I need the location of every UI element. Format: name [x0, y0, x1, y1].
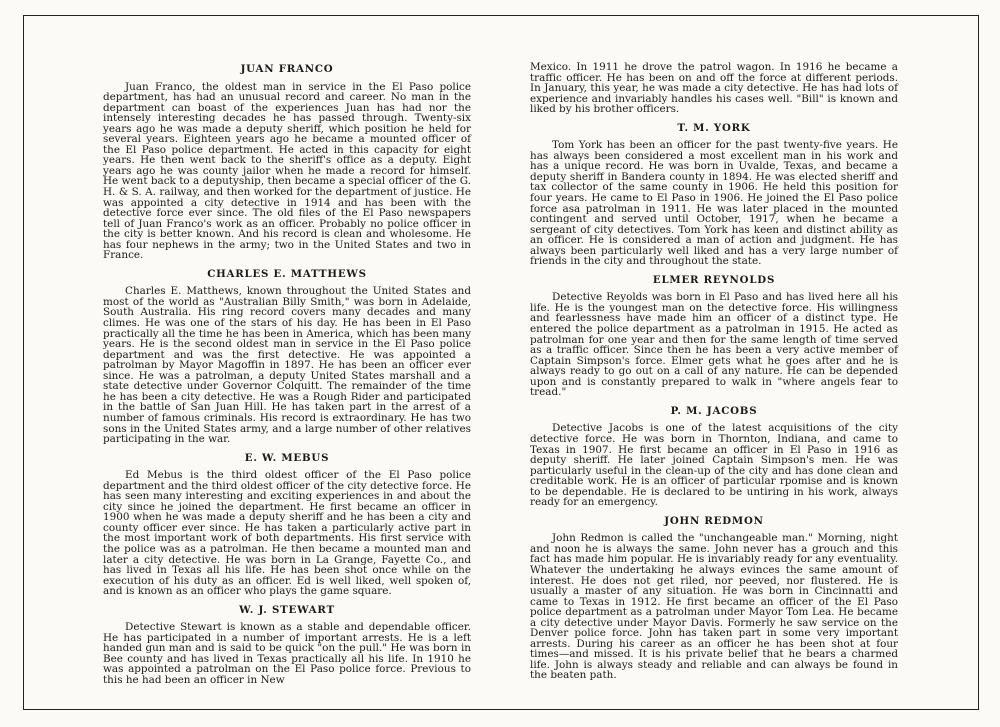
- section-heading: W. J. STEWART: [239, 603, 335, 616]
- section-heading: JOHN REDMON: [664, 514, 764, 527]
- section-body: Juan Franco, the oldest man in service in the El Paso police department, has had an unusual record and career. No man in the department can boast of the experiences Juan has had nor the intensely interesting decades he has passed through. Twenty-six years ago he was made a deputy sheriff, which position he held for several years. Eighteen years ago he became a mounted officer of the El Paso police department. He acted in this capacity for eight years. He then went back to the sheriff's office as a deputy. Eight years ago he was county jailor when he made a record for himself. He went back to a deputyship, then became a special officer of the G. H. & S. A. railway, and then worked for the department of justice. He was appointed a city detective in 1914 and has been with the detective force ever since. The old files of the El Paso newspapers tell of Juan Franco's work as an officer. Probably no police officer in the city is better known. And his record is clean and wholesome. He has four nephews in the army; two in the United States and two in France.: [103, 80, 471, 262]
- section-body: Ed Mebus is the third oldest officer of the El Paso police department and the third oldest officer of the city detective force. He has seen many interesting and exciting experiences in and about the city since he joined the department. He first became an officer in 1900 when he was made a deputy sheriff and he has been a city and county officer ever since. He has taken a particularly active part in the most important work of both departments. His first service with the police was as a patrolman. He then became a mounted man and later a city detective. He was born in La Grange, Fayette Co., and has lived in Texas all his life. He has been shot once while on the execution of his duty as an officer. Ed is well liked, well spoken of, and is known as an officer who plays the game square.: [103, 469, 471, 598]
- section-heading: ELMER REYNOLDS: [652, 273, 776, 286]
- section-heading: T. M. YORK: [677, 121, 751, 134]
- section-juan-franco: [103, 64, 471, 261]
- section-w-j-stewart: [103, 605, 471, 686]
- section-heading: P. M. JACOBS: [670, 404, 758, 417]
- section-p-m-jacobs: [530, 406, 898, 508]
- section-body: Tom York has been an officer for the past twenty-five years. He has always been considered a most excellent man in his work and has a unique record. He was born in Uvalde, Texas, and became a deputy sheriff in Bandera county in 1894. He was elected sheriff and tax collector of the same county in 1906. He held this position for four years. He came to El Paso in 1906. He joined the El Paso police force asa patrolman in 1911. He was later placed in the mounted contingent and served until October, 1917, when he became a sergeant of city detectives. Tom York has keen and distinct ability as an officer. He is considered a man of action and judgment. He has always been particularly well liked and has a very large number of friends in the city and throughout the state.: [530, 139, 898, 268]
- section-body: Charles E. Matthews, known throughout the United States and most of the world as "Australian Billy Smith," was born in Adelaide, South Australia. His ring record covers many decades and many climes. He was one of the stars of his day. He has been in El Paso practically all the time he has been in America, which has been many years. He is the second oldest man in service in the El Paso police department and was the first detective. He was appointed a patrolman by Mayor Magoffin in 1897. He has been an officer ever since. He was a patrolman, a deputy United States marshall and a state detective under Governor Colquitt. The remainder of the time he has been a city detective. He was a Rough Rider and participated in the battle of San Juan Hill. He has taken part in the arrest of a number of famous criminals. His record is extraordinary. He has two sons in the United States army, and a large number of other relatives participating in the war.: [103, 285, 471, 446]
- section-body: Detective Reyolds was born in El Paso and has lived here all his life. He is the youngest man on the detective force. His willingness and fearlessness have made him an officer of a distinct type. He entered the police department as a patrolman in 1915. He acted as patrolman for one year and then for the same length of time served as a traffic officer. Since then he has been a very active member of Captain Simpson's force. Elmer gets what he goes after and he is always ready to go out on a call of any nature. He can be depended upon and is constantly prepared to walk in "where angels fear to tread.": [530, 291, 898, 399]
- section-heading: E. W. MEBUS: [244, 451, 330, 464]
- section-t-m-york: [530, 123, 898, 267]
- section-elmer-reynolds: [530, 275, 898, 398]
- right-column: [530, 62, 898, 681]
- left-column: [103, 56, 471, 686]
- section-heading: CHARLES E. MATTHEWS: [207, 267, 367, 280]
- section-charles-e-matthews: [103, 269, 471, 445]
- section-e-w-mebus: [103, 453, 471, 597]
- section-w-j-stewart-continued: [530, 62, 898, 115]
- section-body: Detective Stewart is known as a stable and dependable officer. He has participated in a number of important arrests. He is a left handed gun man and is said to be quick "on the pull." He was born in Bee county and has lived in Texas practically all his life. In 1910 he was appointed a patrolman on the El Paso police force. Previous to this he had been an officer in New: [103, 621, 471, 686]
- section-body: John Redmon is called the "unchangeable man." Morning, night and noon he is always the same. John never has a grouch and this fact has made him popular. He is invariably ready for any eventuality. Whatever the undertaking he always evinces the same amount of interest. He does not get riled, nor peeved, nor flustered. He is usually a master of any situation. He was born in Cincinnatti and came to Texas in 1912. He first became an officer of the El Paso police department as a patrolman under Mayor Tom Lea. He became a city detective under Mayor Davis. Formerly he saw service on the Denver police force. John has taken part in some very important arrests. During his career as an officer he has been shot at four times—and missed. It is his private belief that he bears a charmed life. John is always steady and reliable and can always be found in the beaten path.: [530, 532, 898, 682]
- section-john-redmon: [530, 516, 898, 681]
- section-body: Mexico. In 1911 he drove the patrol wagon. In 1916 he became a traffic officer. He has been on and off the force at different periods. In January, this year, he was made a city detective. He has had lots of experience and invariably handles his cases well. "Bill" is known and liked by his brother officers.: [530, 61, 898, 116]
- section-heading: JUAN FRANCO: [240, 63, 334, 75]
- section-body: Detective Jacobs is one of the latest acquisitions of the city detective force. He was born in Thornton, Indiana, and came to Texas in 1907. He first became an officer in El Paso in 1916 as deputy sheriff. He later joined Captain Simpson's men. He was particularly useful in the clean-up of the city and has done clean and creditable work. He is an officer of particular rpomise and is known to be dependable. He is declared to be untiring in his work, always ready for an emergency.: [530, 422, 898, 509]
